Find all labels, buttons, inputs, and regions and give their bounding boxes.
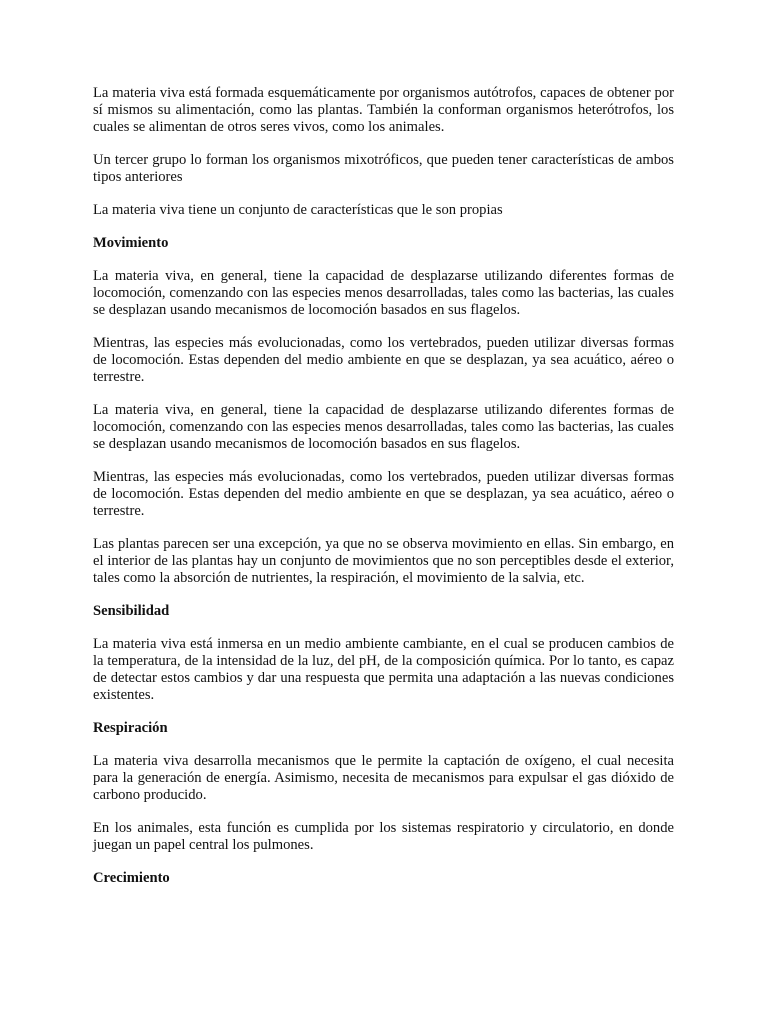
paragraph-movimiento-4: Mientras, las especies más evolucionadas, como los vertebrados, pueden utilizar diversas formas de locomoción. Estas dependen del medio ambiente en que se desplazan, ya sea acuático, aéreo o terrestre. [93,469,674,519]
paragraph-respiracion-2: En los animales, esta función es cumplida por los sistemas respiratorio y circulatorio, en donde juegan un papel central los pulmones. [93,820,674,853]
paragraph-autotrofos: La materia viva está formada esquemáticamente por organismos autótrofos, capaces de obtener por sí mismos su alimentación, como las plantas. También la conforman organismos heterótrofos, los cuales se alimentan de otros seres vivos, como los animales. [93,85,674,135]
paragraph-respiracion-1: La materia viva desarrolla mecanismos que le permite la captación de oxígeno, el cual necesita para la generación de energía. Asimismo, necesita de mecanismos para expulsar el gas dióxido de carbono producido. [93,753,674,803]
paragraph-mixotroficos: Un tercer grupo lo forman los organismos mixotróficos, que pueden tener características de ambos tipos anteriores [93,152,674,185]
paragraph-movimiento-2: Mientras, las especies más evolucionadas, como los vertebrados, pueden utilizar diversas formas de locomoción. Estas dependen del medio ambiente en que se desplazan, ya sea acuático, aéreo o terrestre. [93,335,674,385]
paragraph-plantas: Las plantas parecen ser una excepción, ya que no se observa movimiento en ellas. Sin embargo, en el interior de las plantas hay un conjunto de movimientos que no son perceptibles desde el exterior, tales como la absorción de nutrientes, la respiración, el movimiento de la salvia, etc. [93,536,674,586]
paragraph-sensibilidad: La materia viva está inmersa en un medio ambiente cambiante, en el cual se producen cambios de la temperatura, de la intensidad de la luz, del pH, de la composición química. Por lo tanto, es capaz de detectar estos cambios y dar una respuesta que permita una adaptación a las nuevas condiciones existentes. [93,636,674,703]
paragraph-movimiento-3: La materia viva, en general, tiene la capacidad de desplazarse utilizando diferentes formas de locomoción, comenzando con las especies menos desarrolladas, tales como las bacterias, las cuales se desplazan usando mecanismos de locomoción basados en sus flagelos. [93,402,674,452]
paragraph-caracteristicas: La materia viva tiene un conjunto de características que le son propias [93,202,503,218]
heading-movimiento: Movimiento [93,235,169,251]
heading-sensibilidad: Sensibilidad [93,603,170,619]
paragraph-movimiento-1: La materia viva, en general, tiene la capacidad de desplazarse utilizando diferentes formas de locomoción, comenzando con las especies menos desarrolladas, tales como las bacterias, las cuales se desplazan usando mecanismos de locomoción basados en sus flagelos. [93,268,674,318]
heading-crecimiento: Crecimiento [93,870,170,886]
document-page [93,85,674,903]
heading-respiracion: Respiración [93,720,168,736]
